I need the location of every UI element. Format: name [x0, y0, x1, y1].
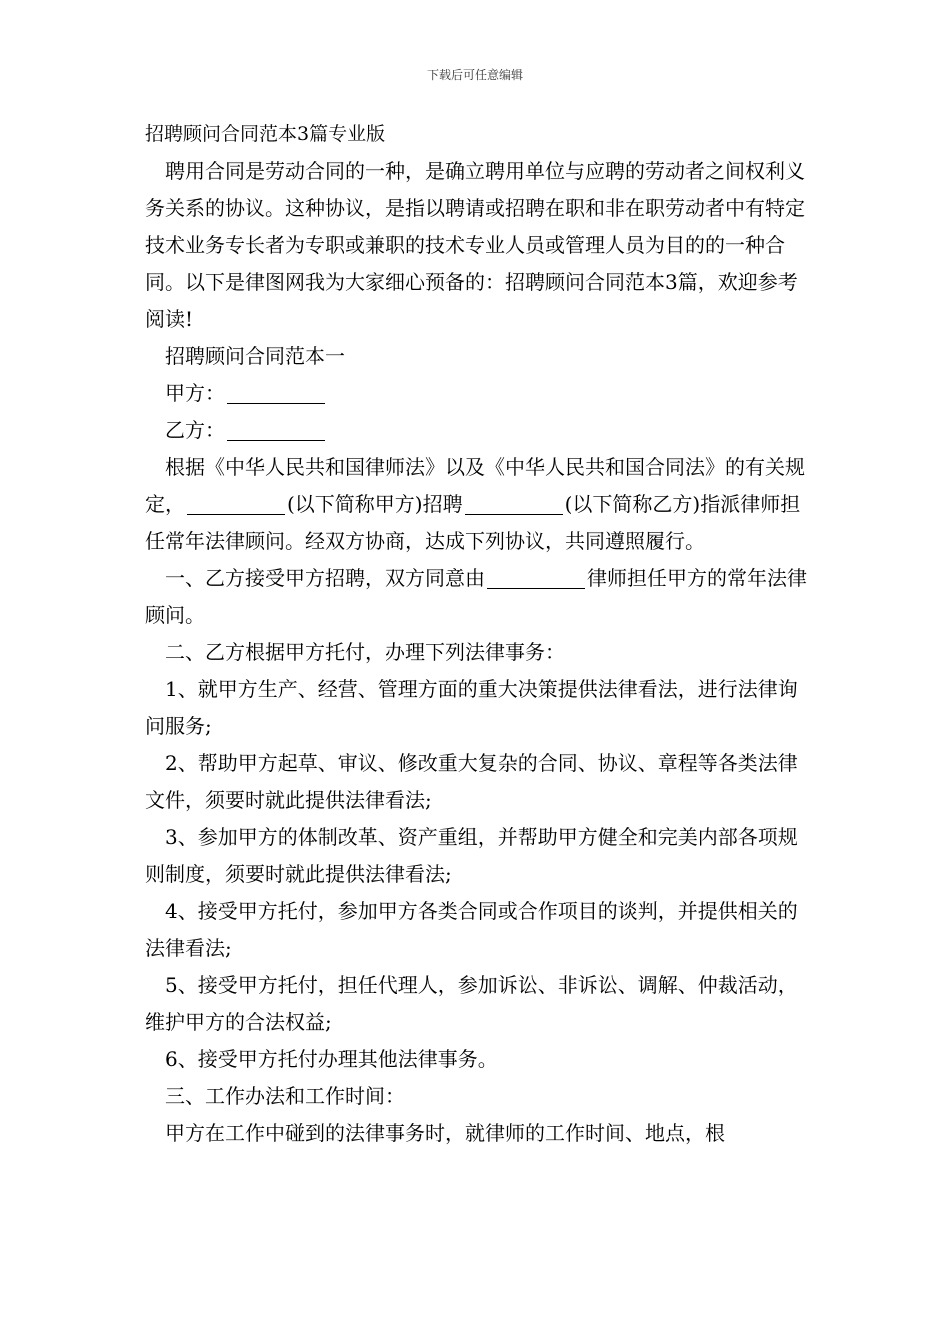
list-item: 2、帮助甲方起草、审议、修改重大复杂的合同、协议、章程等各类法律文件，须要时就此提供法律看法;: [145, 751, 798, 812]
basis-text-3: (以下简称乙方)指派律师担任常年法律顾问。经双方协商，达成下列协议，共同遵照履行。: [145, 492, 801, 553]
document-title: 招聘顾问合同范本3篇专业版: [145, 123, 386, 145]
list-item: 4、接受甲方托付，参加甲方各类合同或合作项目的谈判，并提供相关的法律看法;: [145, 899, 798, 960]
party-a-blank: [227, 377, 325, 404]
list-item: 6、接受甲方托付办理其他法律事务。: [165, 1047, 498, 1071]
list-item: 3、参加甲方的体制改革、资产重组，并帮助甲方健全和完美内部各项规则制度，须要时就此提供法律看法;: [145, 825, 798, 886]
basis-paragraph: [145, 449, 810, 560]
article-1-blank: [487, 562, 585, 589]
party-a-line: [145, 375, 810, 412]
section-title: 招聘顾问合同范本一: [165, 344, 345, 368]
article-3: 三、工作办法和工作时间：: [165, 1084, 405, 1108]
article-1-text-2: 律师担任甲方的常年法律顾问。: [145, 566, 807, 627]
party-b-blank: [227, 414, 325, 441]
party-b-label: 乙方：: [165, 418, 225, 442]
list-item: 1、就甲方生产、经营、管理方面的重大决策提供法律看法，进行法律询问服务;: [145, 677, 798, 738]
party-b-line: [145, 412, 810, 449]
intro-paragraph: 聘用合同是劳动合同的一种，是确立聘用单位与应聘的劳动者之间权利义务关系的协议。这种协议，是指以聘请或招聘在职和非在职劳动者中有特定技术业务专长者为专职或兼职的技术专业人员或管理人员为目的的一种合同。以下是律图网我为大家细心预备的：招聘顾问合同范本3篇，欢迎参考阅读!: [145, 159, 805, 331]
article-1-text-1: 一、乙方接受甲方招聘，双方同意由: [165, 566, 485, 590]
list-item: 5、接受甲方托付，担任代理人，参加诉讼、非诉讼、调解、仲裁活动，维护甲方的合法权益;: [145, 973, 798, 1034]
basis-text-1: 根据《中华人民共和国律师法》以及《中华人民共和国合同法》的有关规定，: [145, 455, 805, 516]
article-2: 二、乙方根据甲方托付，办理下列法律事务：: [165, 640, 565, 664]
basis-blank-2: [465, 488, 563, 515]
page-header: 下载后可任意编辑: [426, 68, 523, 82]
document-body: [145, 116, 810, 1152]
party-a-label: 甲方：: [165, 381, 225, 405]
article-1: [145, 560, 810, 634]
basis-blank-1: [187, 488, 285, 515]
article-3-text: 甲方在工作中碰到的法律事务时，就律师的工作时间、地点，根: [165, 1121, 725, 1145]
basis-text-2: (以下简称甲方)招聘: [287, 492, 463, 516]
